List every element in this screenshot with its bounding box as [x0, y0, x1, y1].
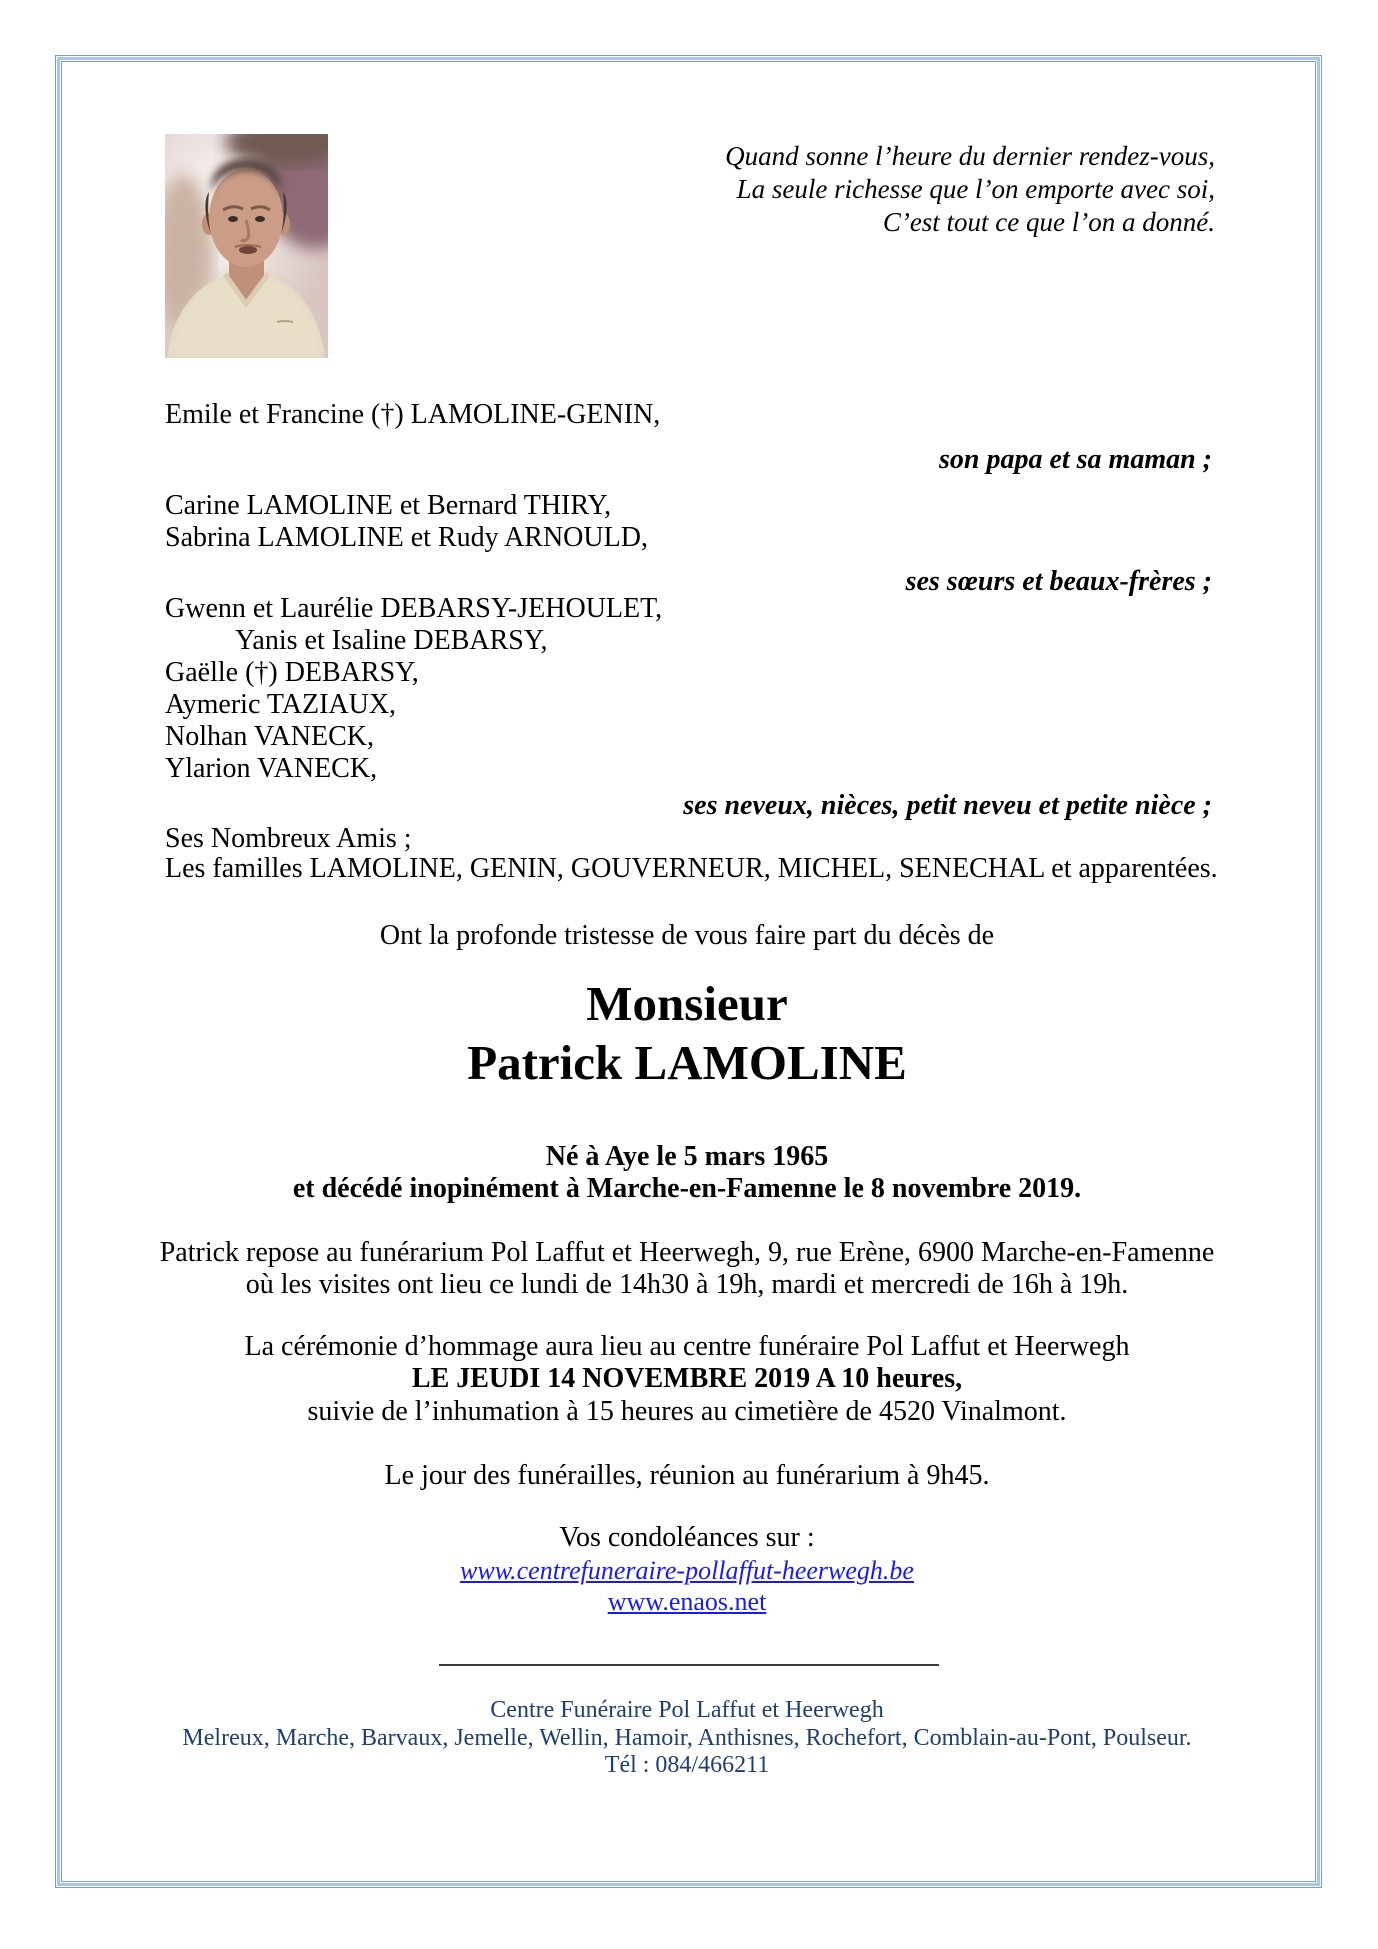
family-relative-3: Gaëlle (†) DEBARSY,: [165, 657, 419, 688]
family-relative-6: Ylarion VANECK,: [165, 753, 378, 784]
footer-phone: Tél : 084/466211: [604, 1752, 770, 1778]
family-families: Les familles LAMOLINE, GENIN, GOUVERNEUR, MICHEL, SENECHAL et apparentées.: [165, 853, 1218, 884]
condolences-link-1-row: [0, 1556, 1374, 1586]
family-relative-1: Gwenn et Laurélie DEBARSY-JEHOULET,: [165, 593, 663, 624]
family-relative-4: Aymeric TAZIAUX,: [165, 689, 397, 720]
relation-label-relatives: ses neveux, nièces, petit neveu et petite nièce ;: [683, 790, 1212, 821]
repose-line-2: où les visites ont lieu ce lundi de 14h30 à 19h, mardi et mercredi de 16h à 19h.: [245, 1269, 1129, 1300]
ceremony-date-line: LE JEUDI 14 NOVEMBRE 2019 A 10 heures,: [411, 1363, 963, 1394]
relation-label-parents: son papa et sa maman ;: [938, 444, 1212, 475]
footer-company: Centre Funéraire Pol Laffut et Heerwegh: [490, 1697, 884, 1723]
birth-line: Né à Aye le 5 mars 1965: [545, 1141, 829, 1172]
title-prefix: Monsieur: [586, 976, 788, 1031]
deceased-name: Patrick LAMOLINE: [467, 1035, 907, 1090]
quote-line: C’est tout ce que l’on a donné.: [882, 207, 1215, 237]
condolences-label: Vos condoléances sur :: [559, 1522, 815, 1553]
family-sister-2: Sabrina LAMOLINE et Rudy ARNOULD,: [165, 522, 648, 553]
family-sister-1: Carine LAMOLINE et Bernard THIRY,: [165, 490, 612, 521]
footer-locations: Melreux, Marche, Barvaux, Jemelle, Wellin, Hamoir, Anthisnes, Rochefort, Comblain-au-Pont, Poulseur.: [182, 1725, 1192, 1751]
funeral-home-website-link[interactable]: www.centrefuneraire-pollaffut-heerwegh.be: [460, 1556, 914, 1585]
announcement-intro: Ont la profonde tristesse de vous faire part du décès de: [379, 920, 995, 951]
meeting-line: Le jour des funérailles, réunion au funérarium à 9h45.: [384, 1460, 990, 1491]
condolences-link-2-row: [0, 1587, 1374, 1617]
footer-divider-line: [439, 1664, 939, 1666]
memorial-quote: [725, 140, 1215, 239]
portrait-illustration: [165, 134, 328, 358]
deceased-portrait-photo: [165, 134, 328, 358]
repose-line-1: Patrick repose au funérarium Pol Laffut et Heerwegh, 9, rue Erène, 6900 Marche-en-Famenne: [159, 1237, 1215, 1268]
ceremony-line-1: La cérémonie d’hommage aura lieu au centre funéraire Pol Laffut et Heerwegh: [244, 1331, 1130, 1362]
family-parents: Emile et Francine (†) LAMOLINE-GENIN,: [165, 399, 661, 430]
quote-line: La seule richesse que l’on emporte avec soi,: [736, 174, 1215, 204]
family-relative-5: Nolhan VANECK,: [165, 721, 374, 752]
family-relative-2: Yanis et Isaline DEBARSY,: [235, 625, 548, 656]
ceremony-line-3: suivie de l’inhumation à 15 heures au cimetière de 4520 Vinalmont.: [307, 1396, 1067, 1427]
quote-line: Quand sonne l’heure du dernier rendez-vous,: [725, 141, 1215, 171]
enaos-website-link[interactable]: www.enaos.net: [607, 1587, 767, 1616]
death-line: et décédé inopinément à Marche-en-Famenne le 8 novembre 2019.: [292, 1173, 1082, 1204]
relation-label-sisters: ses sœurs et beaux-frères ;: [905, 566, 1212, 597]
deceased-title-block: [0, 974, 1374, 1092]
family-friends: Ses Nombreux Amis ;: [165, 823, 412, 854]
